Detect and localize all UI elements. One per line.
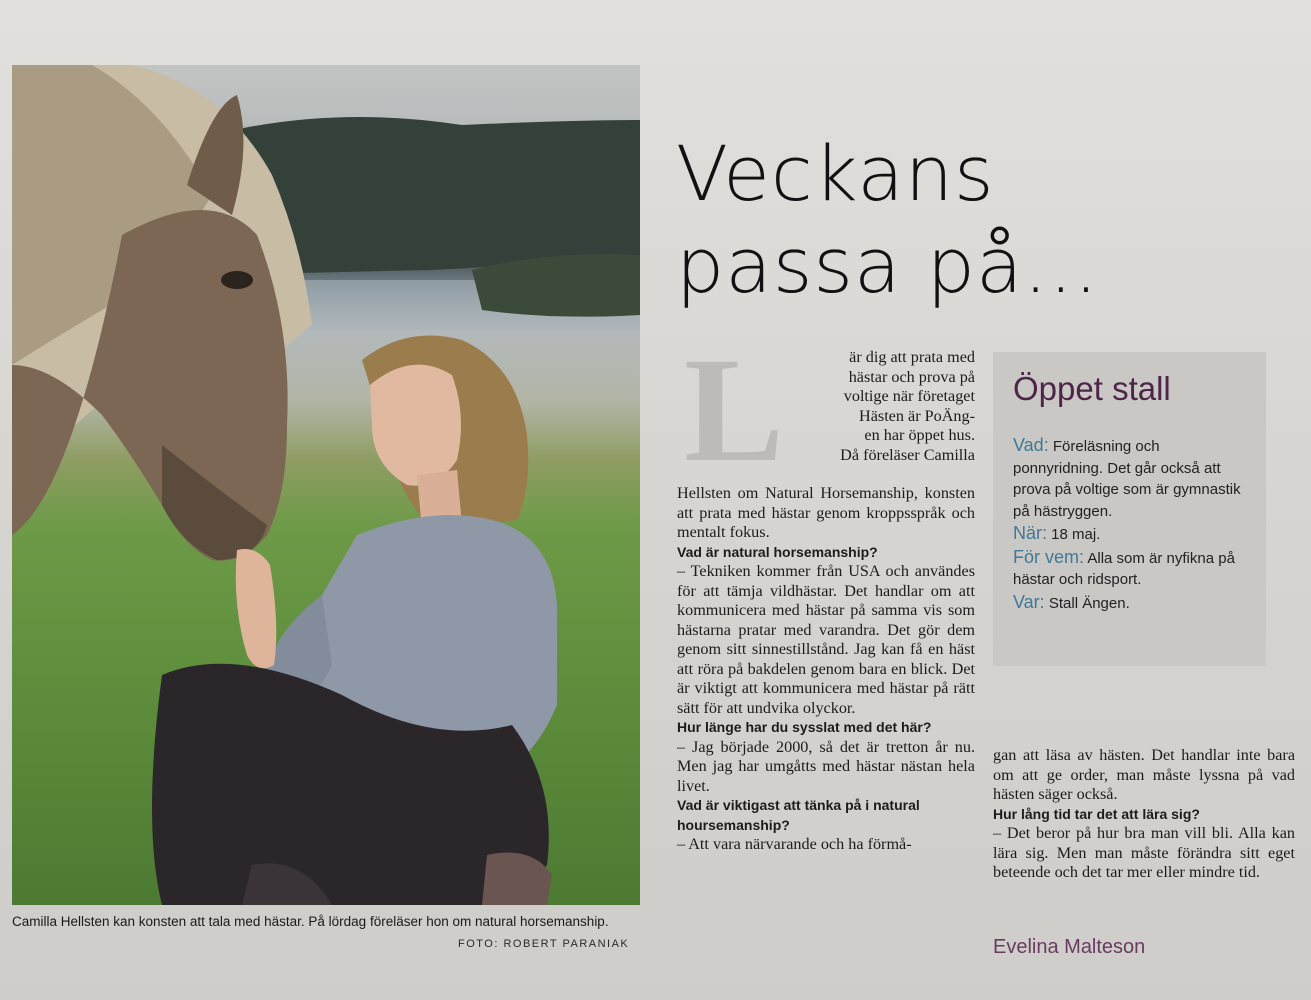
horse-and-woman-illustration <box>12 65 640 905</box>
interview-question: Hur länge har du sysslat med det här? <box>677 719 932 735</box>
intro-continuation: Hellsten om Natural Horsemanship, konsten att prata med hästar genom kroppsspråk och mentalt fokus. <box>677 484 975 541</box>
info-row-key: Vad: <box>1013 435 1049 455</box>
article-photo <box>12 65 640 905</box>
info-row <box>1013 523 1248 546</box>
intro-beside-dropcap <box>795 348 975 465</box>
interview-question: Hur lång tid tar det att lära sig? <box>993 805 1200 822</box>
info-row-value: Alla som är nyfikna på hästar och ridsport. <box>1013 549 1235 588</box>
article-column-2 <box>993 746 1295 883</box>
intro-line: en har öppet hus. <box>864 426 975 444</box>
intro-line: Hästen är PoÄng- <box>859 406 975 425</box>
info-row-value: Stall Ängen. <box>1044 594 1130 612</box>
info-row <box>1013 547 1248 591</box>
info-row-value: 18 maj. <box>1047 526 1101 543</box>
interview-answer: – Att vara närvarande och ha förmå- <box>677 835 912 853</box>
headline-line-1: Veckans <box>676 129 995 218</box>
interview-answer: – Tekniken kommer från USA och användes för att tämja vildhästar. Det handlar om att kommunicera med hästar på samma vis som hästarna pratar med varandra. Det gör dem genom sitt sinnestillstånd. Jag kan få en häst att röra på bakdelen genom bara en blick. Det är viktigt att kommunicera med hästar på rätt sätt för att undvika olyckor. <box>677 562 975 717</box>
info-box-title: Öppet stall <box>1013 370 1171 407</box>
photo-credit: FOTO: ROBERT PARANIAK <box>458 938 630 950</box>
info-row-key: För vem: <box>1013 546 1085 567</box>
intro-line: Då föreläser Camilla <box>840 445 975 464</box>
interview-answer: – Det beror på hur bra man vill bli. Alla kan lära sig. Men man måste förändra sitt eget beteende och det tar mer eller mindre tid. <box>993 824 1295 881</box>
headline-line-2: passa på... <box>676 221 1100 310</box>
interview-answer: gan att läsa av hästen. Det handlar inte bara om att ge order, man måste lyssna på vad hästen säger också. <box>993 746 1295 803</box>
info-row-key: När: <box>1013 523 1048 543</box>
interview-question: Vad är viktigast att tänka på i natural hoursemanship? <box>677 797 920 833</box>
article-column-1 <box>677 484 975 855</box>
info-row <box>1013 592 1248 615</box>
interview-answer: – Jag började 2000, så det är tretton år nu. Men jag har umgåtts med hästar nästan hela livet. <box>677 737 975 795</box>
photo-caption: Camilla Hellsten kan konsten att tala med hästar. På lördag föreläser hon om natural horsemanship. <box>12 914 609 929</box>
intro-line: hästar och prova på <box>848 367 975 386</box>
drop-cap: L <box>684 327 785 493</box>
info-box <box>993 352 1266 666</box>
headline <box>676 130 1296 310</box>
info-row <box>1013 435 1248 522</box>
byline: Evelina Malteson <box>993 936 1146 958</box>
info-row-value: Föreläsning och ponnyridning. Det går också att prova på voltige som är gymnastik på hästryggen. <box>1013 438 1241 520</box>
info-row-key: Var: <box>1013 591 1045 612</box>
info-box-rows <box>1013 435 1248 615</box>
interview-question: Vad är natural horsemanship? <box>677 543 878 560</box>
intro-line: är dig att prata med <box>849 348 975 366</box>
intro-line: voltige när företaget <box>843 387 975 405</box>
